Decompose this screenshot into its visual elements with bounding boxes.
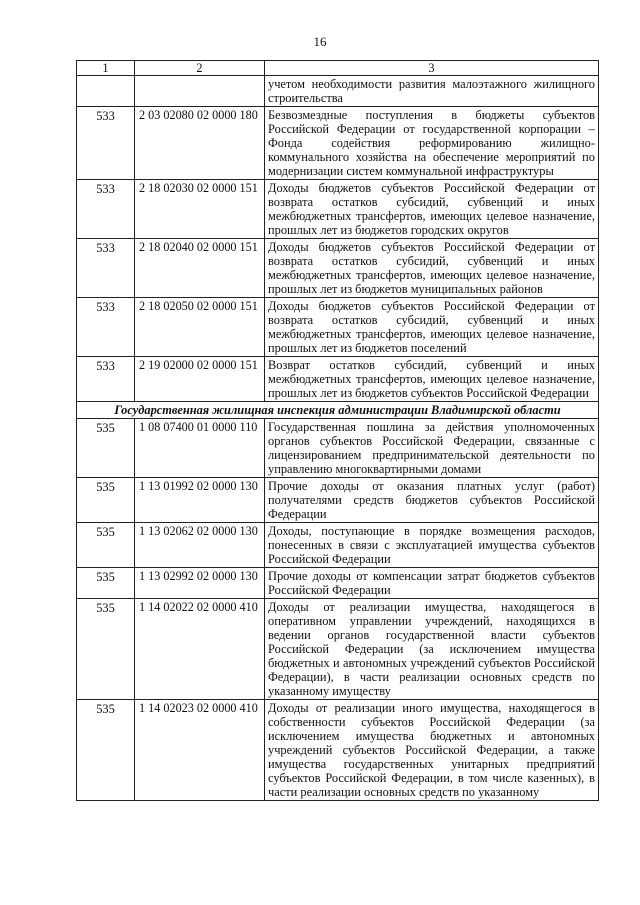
budget-classification-code-cell: 1 14 02023 02 0000 410 (135, 700, 265, 801)
budget-classification-code-cell: 1 14 02022 02 0000 410 (135, 599, 265, 700)
table-header-row (77, 61, 599, 76)
admin-code-cell: 533 (77, 239, 135, 298)
admin-code-cell: 535 (77, 419, 135, 478)
admin-code-cell: 535 (77, 478, 135, 523)
revenue-codes-table (76, 60, 599, 801)
admin-code-cell (77, 76, 135, 107)
admin-code-cell: 533 (77, 357, 135, 402)
table-row (77, 478, 599, 523)
budget-classification-code-cell: 1 13 02992 02 0000 130 (135, 568, 265, 599)
admin-code-cell: 533 (77, 107, 135, 180)
column-header-description: 3 (265, 61, 599, 76)
column-header-admin: 1 (77, 61, 135, 76)
budget-classification-code-cell: 1 13 02062 02 0000 130 (135, 523, 265, 568)
budget-classification-code-cell (135, 76, 265, 107)
admin-code-cell: 533 (77, 298, 135, 357)
column-header-code: 2 (135, 61, 265, 76)
table-row (77, 107, 599, 180)
table-row (77, 568, 599, 599)
page-number: 16 (313, 34, 327, 49)
budget-classification-code-cell: 2 03 02080 02 0000 180 (135, 107, 265, 180)
section-title: Государственная жилищная инспекция администрации Владимирской области (77, 402, 599, 419)
revenue-description-cell: Прочие доходы от оказания платных услуг (работ) получателями средств бюджетов субъектов Российской Федерации (265, 478, 599, 523)
admin-code-cell: 535 (77, 700, 135, 801)
admin-code-cell: 535 (77, 568, 135, 599)
budget-classification-code-cell: 1 13 01992 02 0000 130 (135, 478, 265, 523)
budget-classification-code-cell: 2 18 02040 02 0000 151 (135, 239, 265, 298)
table-row (77, 76, 599, 107)
budget-classification-code-cell: 2 18 02030 02 0000 151 (135, 180, 265, 239)
admin-code-cell: 533 (77, 180, 135, 239)
revenue-description-cell: Доходы бюджетов субъектов Российской Федерации от возврата остатков субсидий, субвенций и иных межбюджетных трансфертов, имеющих целевое назначение, прошлых лет из бюджетов городских округов (265, 180, 599, 239)
table-row (77, 523, 599, 568)
revenue-description-cell: Доходы бюджетов субъектов Российской Федерации от возврата остатков субсидий, субвенций и иных межбюджетных трансфертов, имеющих целевое назначение, прошлых лет из бюджетов муниципальных районов (265, 239, 599, 298)
table-row (77, 357, 599, 402)
revenue-description-cell: учетом необходимости развития малоэтажного жилищного строительства (265, 76, 599, 107)
budget-classification-code-cell: 1 08 07400 01 0000 110 (135, 419, 265, 478)
revenue-description-cell: Доходы от реализации иного имущества, находящегося в собственности субъектов Российской Федерации (за исключением имущества бюджетных и автономных учреждений субъектов Российской Федерации, а также имущества государственных унитарных предприятий субъектов Российской Федерации, в том числе казенных), в части реализации основных средств по указанному (265, 700, 599, 801)
table-row (77, 599, 599, 700)
admin-code-cell: 535 (77, 523, 135, 568)
table-row (77, 239, 599, 298)
table-row (77, 298, 599, 357)
budget-classification-code-cell: 2 19 02000 02 0000 151 (135, 357, 265, 402)
table-row (77, 180, 599, 239)
revenue-description-cell: Доходы от реализации имущества, находящегося в оперативном управлении учреждений, находящихся в ведении органов государственной власти субъектов Российской Федерации (за исключением имущества бюджетных и автономных учреждений субъектов Российской Федерации), в части реализации основных средств по указанному имуществу (265, 599, 599, 700)
revenue-description-cell: Доходы, поступающие в порядке возмещения расходов, понесенных в связи с эксплуатацией имущества субъектов Российской Федерации (265, 523, 599, 568)
revenue-description-cell: Безвозмездные поступления в бюджеты субъектов Российской Федерации от государственной корпорации – Фонда содействия реформированию жилищно-коммунального хозяйства на обеспечение мероприятий по модернизации систем коммунальной инфраструктуры (265, 107, 599, 180)
revenue-description-cell: Доходы бюджетов субъектов Российской Федерации от возврата остатков субсидий, субвенций и иных межбюджетных трансфертов, имеющих целевое назначение, прошлых лет из бюджетов поселений (265, 298, 599, 357)
table-row (77, 700, 599, 801)
budget-classification-code-cell: 2 18 02050 02 0000 151 (135, 298, 265, 357)
revenue-description-cell: Возврат остатков субсидий, субвенций и иных межбюджетных трансфертов, имеющих целевое назначение, прошлых лет из бюджетов субъектов Российской Федерации (265, 357, 599, 402)
admin-code-cell: 535 (77, 599, 135, 700)
revenue-description-cell: Прочие доходы от компенсации затрат бюджетов субъектов Российской Федерации (265, 568, 599, 599)
section-header-row (77, 402, 599, 419)
table-row (77, 419, 599, 478)
revenue-description-cell: Государственная пошлина за действия уполномоченных органов субъектов Российской Федерации, связанные с лицензированием предпринимательской деятельности по управлению многоквартирными домами (265, 419, 599, 478)
